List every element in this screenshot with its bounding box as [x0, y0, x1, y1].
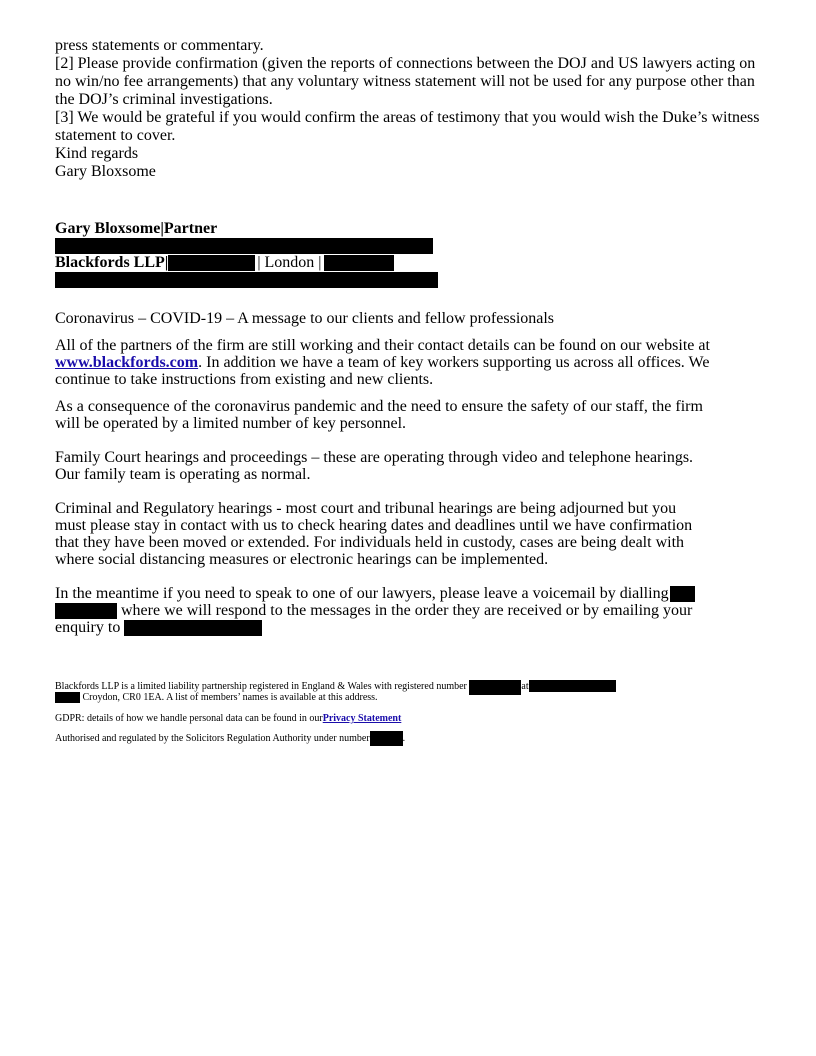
notice-paragraph-line — [55, 354, 709, 371]
redaction-bar — [469, 680, 521, 695]
redaction-bar — [168, 255, 255, 271]
notice-paragraph-line: continue to take instructions from existing and new clients. — [55, 371, 434, 388]
signature-firm: Blackfords LLP — [55, 254, 165, 271]
notice-text: enquiry to — [55, 619, 121, 636]
redaction-bar — [55, 603, 117, 619]
redaction-bar — [670, 586, 695, 602]
notice-paragraph-line: that they have been moved or extended. For individuals held in custody, cases are being dealt with — [55, 534, 685, 551]
notice-paragraph-line: Criminal and Regulatory hearings - most court and tribunal hearings are being adjourned but you — [55, 500, 677, 517]
notice-paragraph-line: Our family team is operating as normal. — [55, 466, 311, 483]
redaction-bar — [55, 692, 80, 703]
notice-paragraph-line — [55, 619, 262, 636]
redaction-bar — [55, 238, 433, 254]
notice-paragraph-line — [55, 585, 695, 602]
email-line: no win/no fee arrangements) that any voluntary witness statement will not be used for any purpose other than — [55, 73, 755, 90]
redaction-bar — [124, 620, 262, 636]
footer-sra-line — [55, 733, 405, 746]
website-link[interactable]: www.blackfords.com — [55, 354, 199, 371]
redaction-bar — [55, 272, 438, 288]
email-closing: Kind regards — [55, 145, 139, 162]
signature-separator: | — [160, 220, 164, 237]
signature-role: Partner — [163, 220, 218, 237]
email-line: statement to cover. — [55, 127, 176, 144]
footer-gdpr-line — [55, 713, 401, 724]
signature-firm-line — [55, 254, 394, 272]
notice-paragraph-line: As a consequence of the coronavirus pandemic and the need to ensure the safety of our staff, the firm — [55, 398, 703, 415]
notice-paragraph-line: All of the partners of the firm are still working and their contact details can be found on our website at — [55, 337, 710, 354]
notice-paragraph-line: where social distancing measures or electronic hearings can be implemented. — [55, 551, 549, 568]
signature-separator: | — [164, 254, 169, 271]
notice-paragraph-line: will be operated by a limited number of key personnel. — [55, 415, 407, 432]
notice-paragraph-line — [55, 602, 692, 619]
signature-name: Gary Bloxsome — [55, 220, 161, 237]
email-line: [2] Please provide confirmation (given the reports of connections between the DOJ and US lawyers acting on — [55, 55, 756, 72]
email-line: [3] We would be grateful if you would confirm the areas of testimony that you would wish the Duke’s witness — [55, 109, 760, 126]
notice-text: In the meantime if you need to speak to one of our lawyers, please leave a voicemail by dialling — [55, 585, 669, 602]
email-line: the DOJ’s criminal investigations. — [55, 91, 273, 108]
footer-text: Croydon, CR0 1EA. A list of members’ names is available at this address. — [80, 692, 378, 703]
redaction-bar — [529, 680, 616, 692]
notice-paragraph-line: must please stay in contact with us to check hearing dates and deadlines until we have confirmation — [55, 517, 693, 534]
notice-paragraph-line: Family Court hearings and proceedings – these are operating through video and telephone hearings. — [55, 449, 694, 466]
signature-city: | London | — [257, 254, 322, 271]
email-sender-name: Gary Bloxsome — [55, 163, 156, 180]
notice-heading: Coronavirus – COVID-19 – A message to our clients and fellow professionals — [55, 310, 555, 327]
signature-name-line — [55, 220, 217, 238]
footer-text: GDPR: details of how we handle personal data can be found in our — [55, 713, 323, 724]
notice-text: where we will respond to the messages in the order they are received or by emailing your — [117, 602, 693, 619]
footer-text: Authorised and regulated by the Solicitors Regulation Authority under number — [55, 733, 370, 744]
redaction-bar — [324, 255, 394, 271]
footer-text: at — [521, 681, 529, 692]
footer-registration-line — [55, 692, 378, 703]
footer-text: Blackfords LLP is a limited liability partnership registered in England & Wales with registered number — [55, 681, 467, 692]
redaction-bar — [370, 731, 403, 746]
footer-text: . — [402, 733, 406, 744]
notice-text: . In addition we have a team of key workers supporting us across all offices. We — [198, 354, 710, 371]
email-line: press statements or commentary. — [55, 37, 264, 54]
privacy-statement-link[interactable]: Privacy Statement — [322, 713, 402, 724]
